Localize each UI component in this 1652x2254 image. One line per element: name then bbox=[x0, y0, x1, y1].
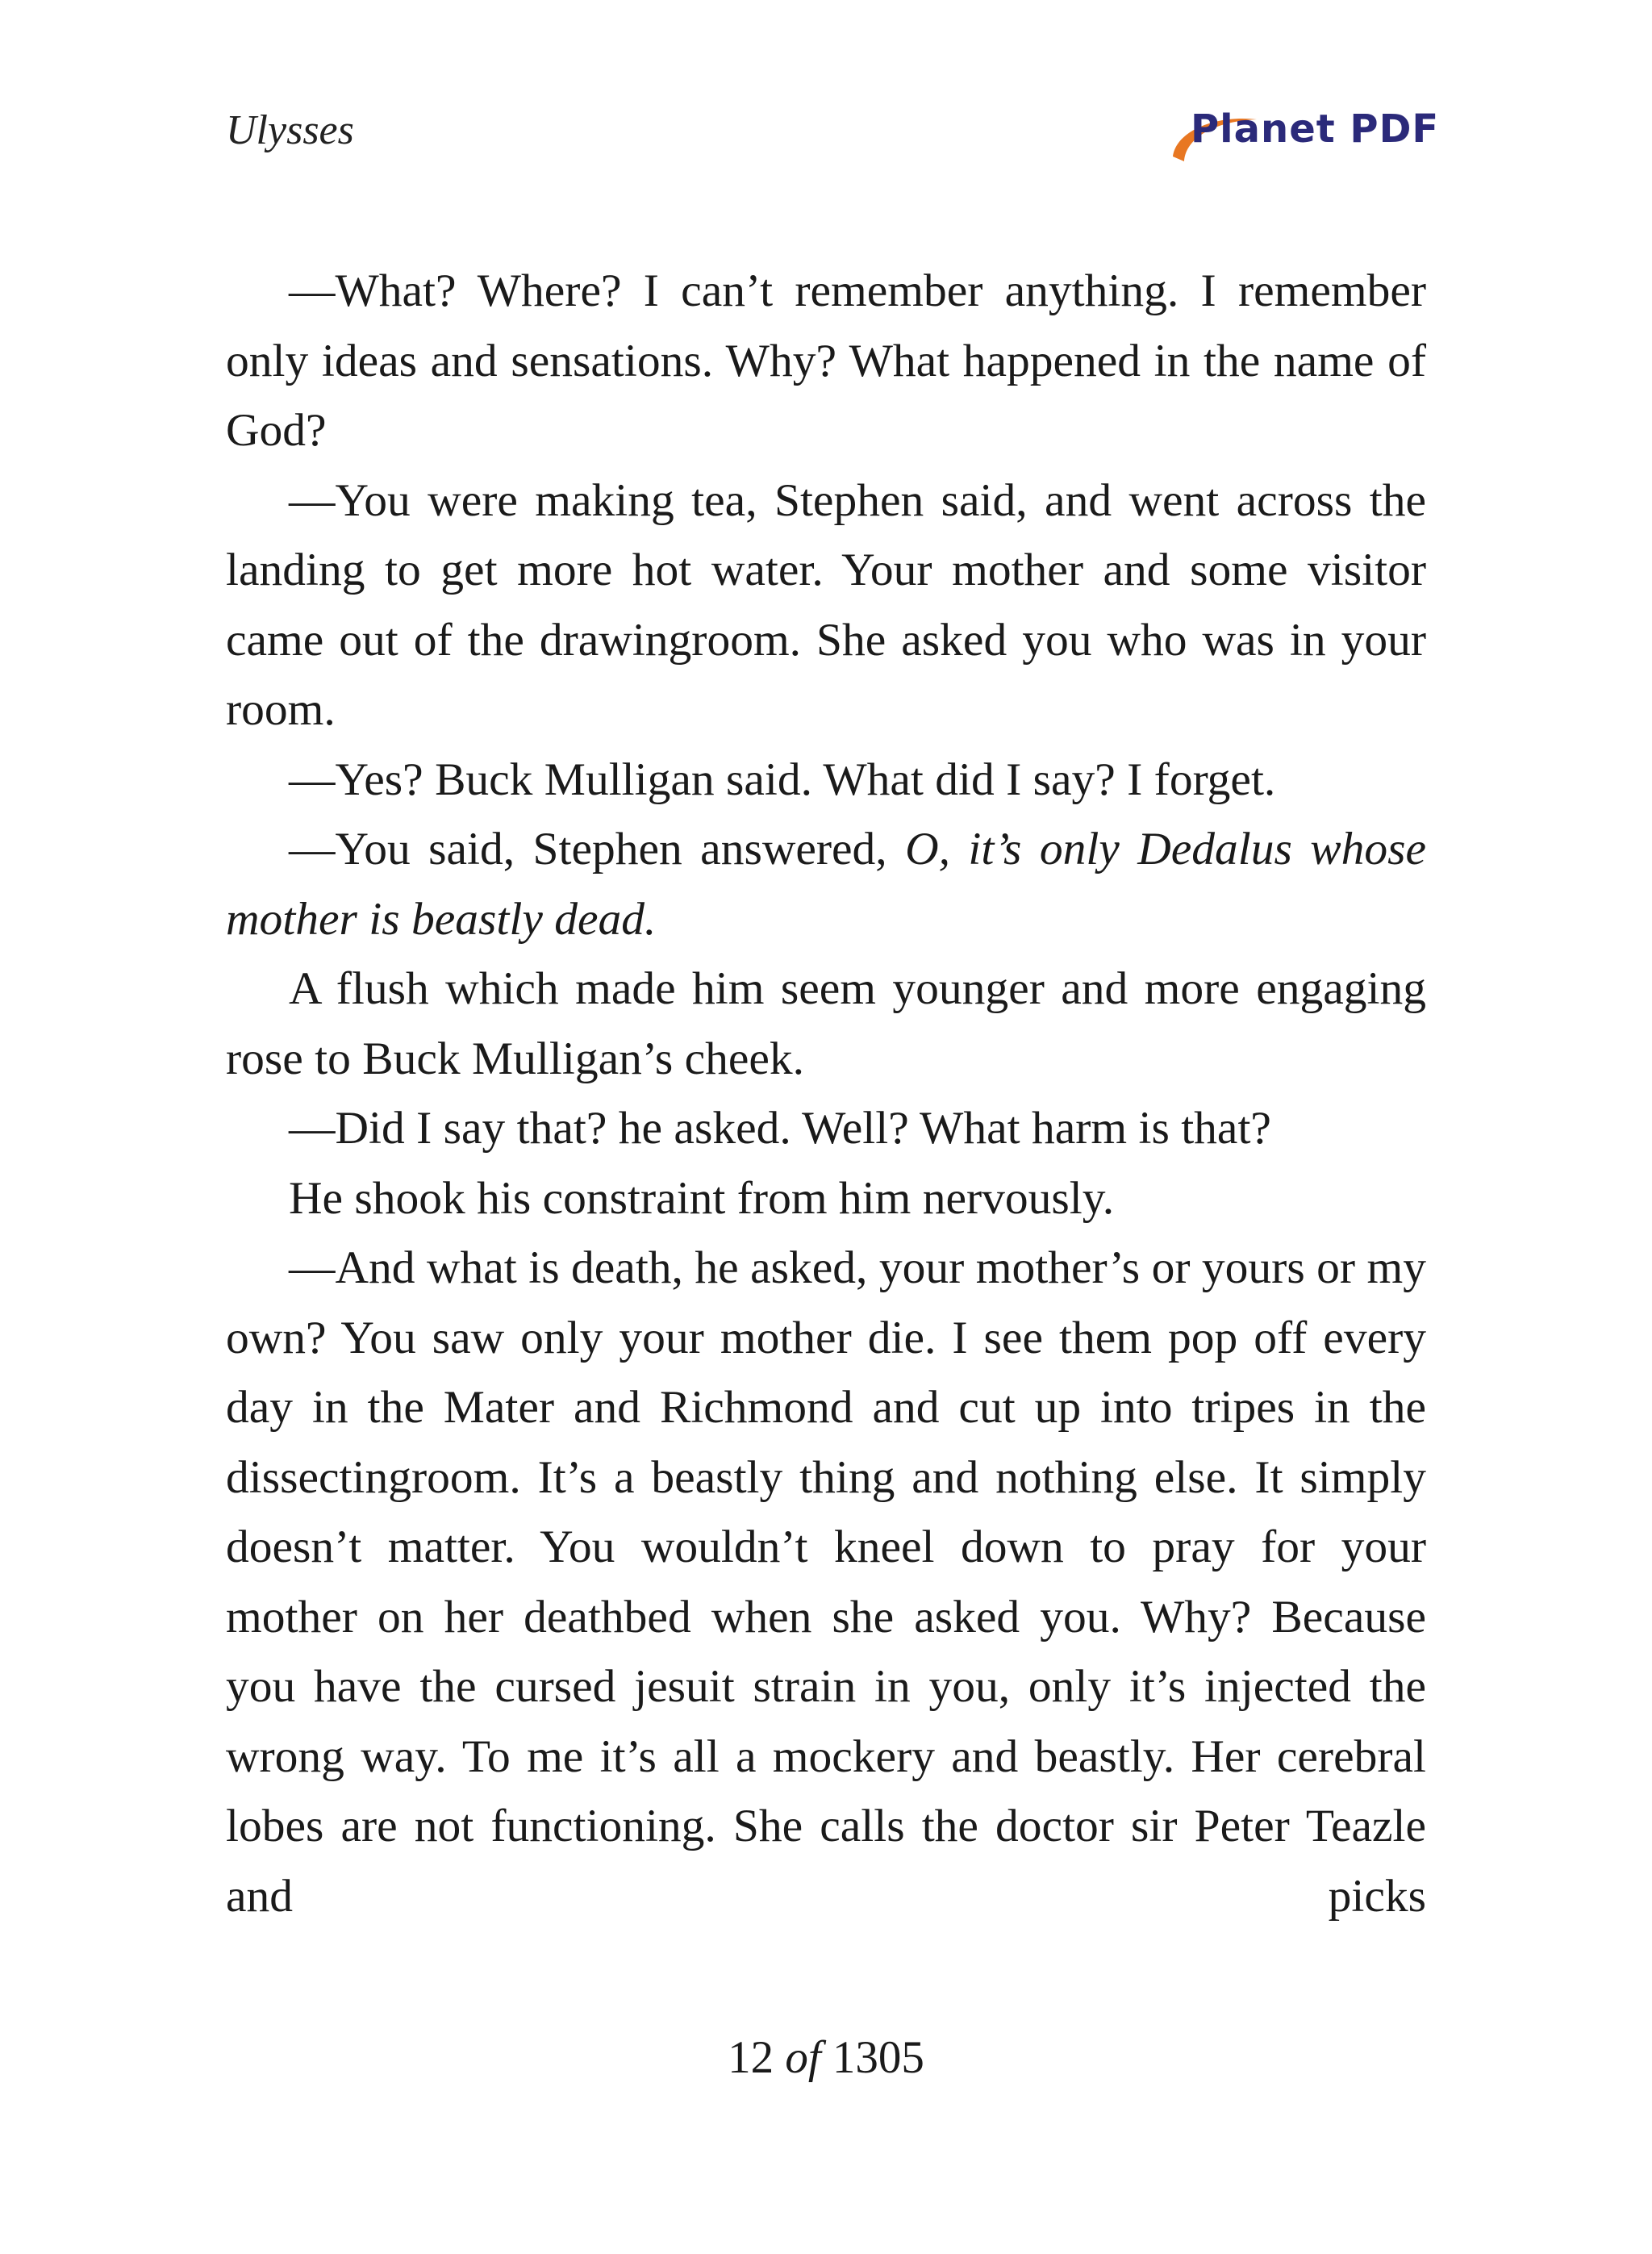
text-segment: —And what is death, he asked, your mother’s or yours or my own? You saw only your mother die. I see them pop off every day in the Mater and Richmond and cut up into tripes in the dissectingroom. It’s a beastly thing and nothing else. It simply doesn’t matter. You wouldn’t kneel down to pray for your mother on her deathbed when she asked you. Why? Because you have the cursed jesuit strain in you, only it’s injected the wrong way. To me it’s all a mockery and beastly. Her cerebral lobes are not functioning. She calls the doctor sir Peter Teazle and picks bbox=[226, 1242, 1426, 1922]
paragraph bbox=[226, 815, 1426, 954]
page-number bbox=[0, 2031, 1652, 2084]
paragraph bbox=[226, 954, 1426, 1094]
text-segment: —What? Where? I can’t remember anything. I remember only ideas and sensations. Why? What happened in the name of God? bbox=[226, 265, 1426, 456]
logo-text: Planet PDF bbox=[1191, 106, 1440, 152]
text-segment: He shook his constraint from him nervously. bbox=[289, 1172, 1115, 1224]
italic-text-segment: O, it’s only Dedalus whose mother is beastly dead. bbox=[226, 824, 1426, 945]
paragraph bbox=[226, 1164, 1426, 1234]
text-segment: —You were making tea, Stephen said, and went across the landing to get more hot water. Your mother and some visitor came out of the drawingroom. She asked you who was in your room. bbox=[226, 474, 1426, 735]
total-pages: 1305 bbox=[832, 2032, 924, 2083]
running-title: Ulysses bbox=[226, 107, 354, 153]
text-segment: —Yes? Buck Mulligan said. What did I say? I forget. bbox=[289, 753, 1276, 805]
paragraph bbox=[226, 466, 1426, 745]
paragraph bbox=[226, 745, 1426, 816]
paragraph bbox=[226, 1233, 1426, 1931]
planet-pdf-logo bbox=[1168, 98, 1440, 171]
body-text bbox=[226, 257, 1426, 1931]
current-page: 12 bbox=[728, 2032, 774, 2083]
paragraph bbox=[226, 257, 1426, 466]
of-label: of bbox=[785, 2032, 821, 2083]
text-segment: —You said, Stephen answered, bbox=[289, 824, 906, 874]
text-segment: —Did I say that? he asked. Well? What harm is that? bbox=[289, 1103, 1271, 1154]
text-segment: A flush which made him seem younger and more engaging rose to Buck Mulligan’s cheek. bbox=[226, 963, 1426, 1084]
paragraph bbox=[226, 1094, 1426, 1164]
